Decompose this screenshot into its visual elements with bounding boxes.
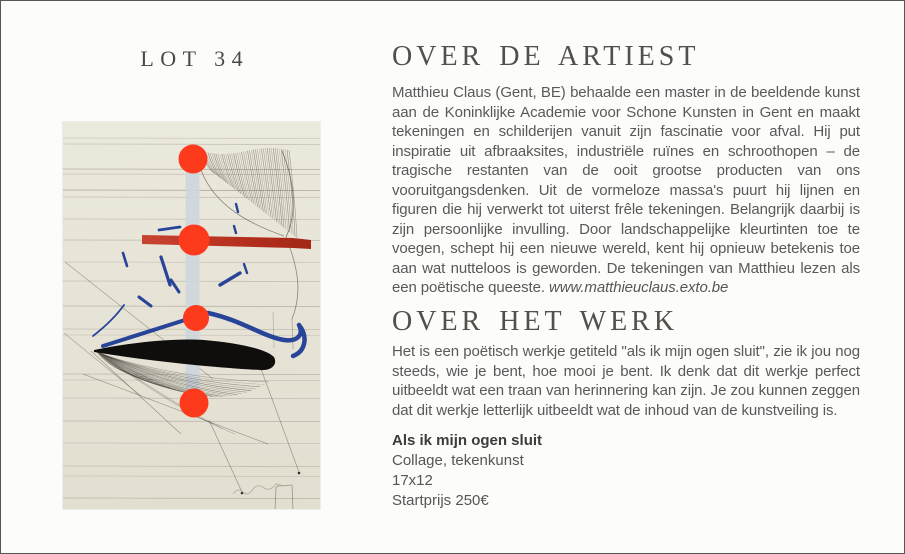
work-description: Het is een poëtisch werkje getiteld "als ik mijn ogen sluit", zie ik jou nog steeds, wie je bent, hoe mooi je bent. Ik denk dat dit werkje perfect uitbeeldt wat een traan van herinnering kan zijn. Je zou kunnen zeggen dat dit werkje letterlijk uitbeeldt wat de inhoud van de kunstveiling is. xyxy=(392,343,860,419)
lot-details xyxy=(392,431,542,511)
section-heading-artist: OVER DE ARTIEST xyxy=(392,41,700,72)
lot-number: LOT 34 xyxy=(140,46,250,71)
artwork-image xyxy=(63,122,320,509)
work-title: Als ik mijn ogen sluit xyxy=(392,432,543,449)
artist-description xyxy=(392,83,860,298)
artwork-illustration xyxy=(63,122,320,509)
section-heading-work: OVER HET WERK xyxy=(392,306,679,337)
artist-description-text: Matthieu Claus (Gent, BE) behaalde een master in de beeldende kunst aan de Koninklijke Academie voor Schone Kunsten in Gent en maakt tekeningen en schilderijen vanuit zijn fascinatie voor afval. Hij put inspiratie uit afbraaksites, industriële ruïnes en schroothopen – de tragische restanten van de ooit grootse producten van ons vooruitgangsdenken. Uit de vormeloze massa's puurt hij lijnen en figuren die hij verwerkt tot uiterst frêle tekeningen. Belangrijk daarbij is zijn persoonlijke invulling. Door landschappelijke kleurtinten toe te voegen, schept hij een nieuwe wereld, kent hij opnieuw betekenis toe aan wat nutteloos is geworden. De tekeningen van Matthieu lezen als een poëtische queeste. xyxy=(392,84,860,296)
work-dimensions: 17x12 xyxy=(392,472,433,489)
artist-website-link[interactable]: www.matthieuclaus.exto.be xyxy=(549,279,729,296)
work-medium: Collage, tekenkunst xyxy=(392,452,524,469)
work-start-price: Startprijs 250€ xyxy=(392,492,489,509)
